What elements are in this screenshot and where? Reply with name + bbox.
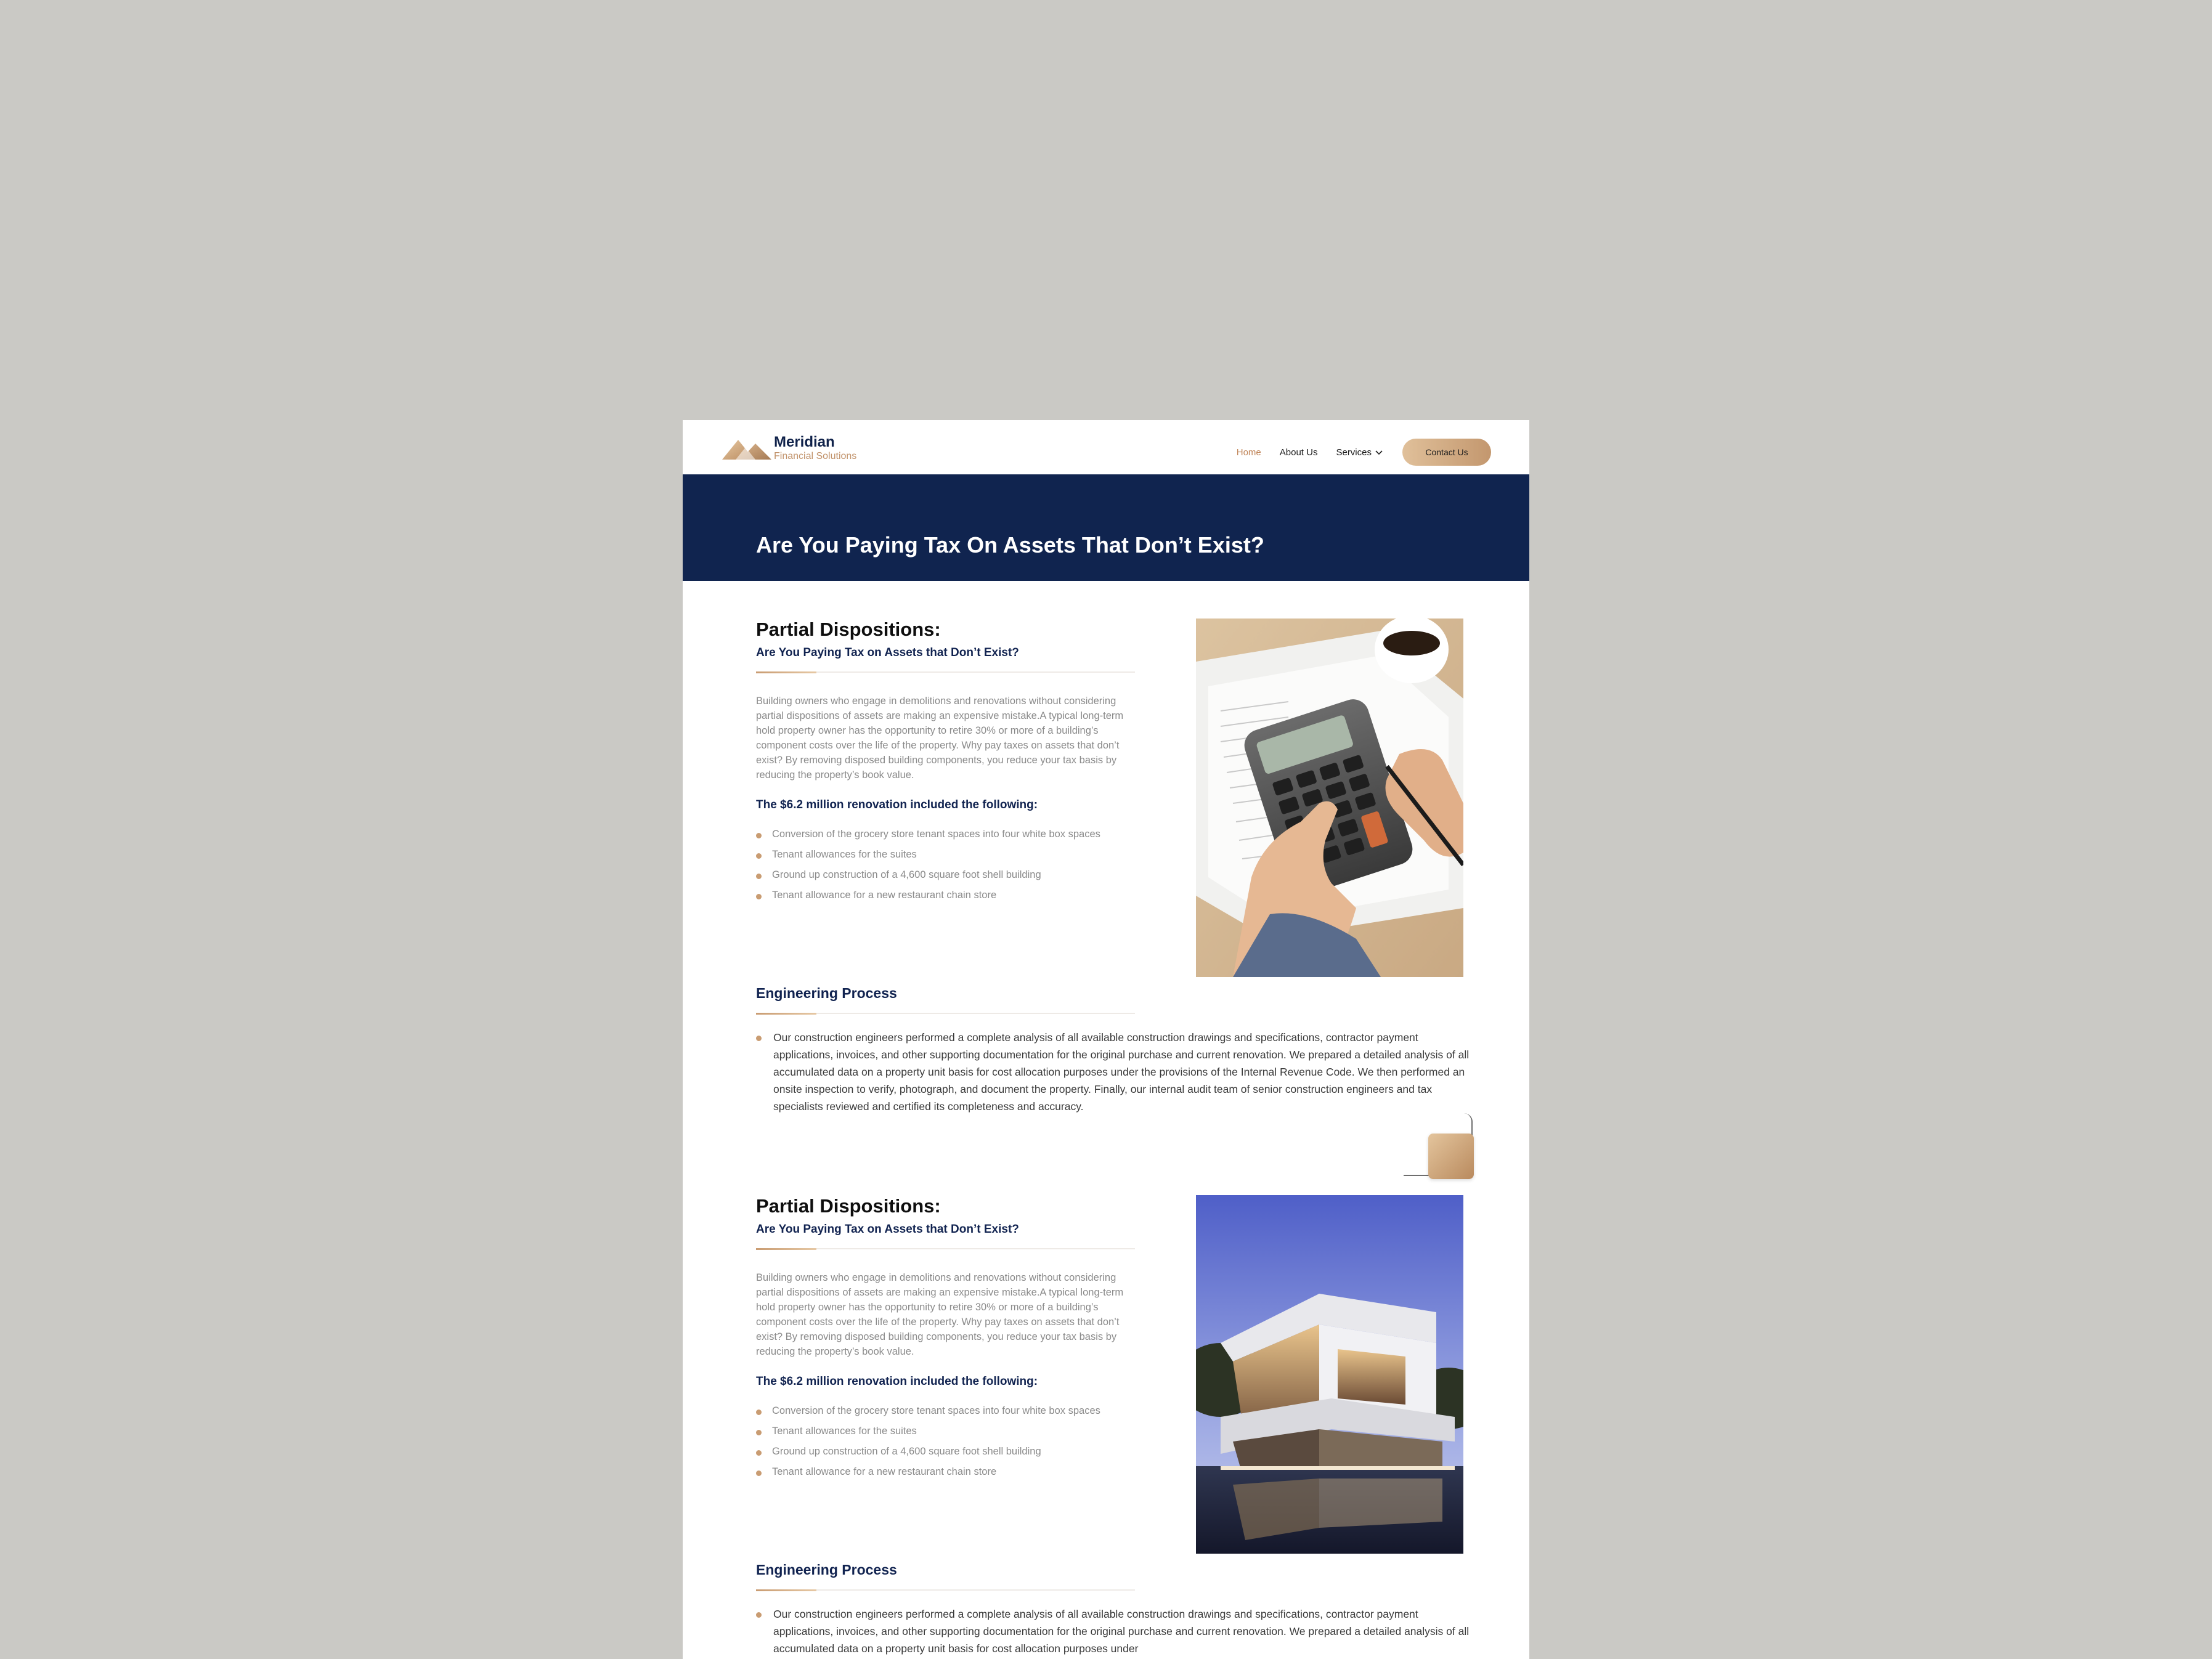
house-image — [1196, 1195, 1463, 1554]
list-item: Ground up construction of a 4,600 square foot shell building — [756, 868, 1116, 882]
divider — [756, 671, 1135, 673]
hero-banner — [683, 474, 1529, 581]
site-header — [683, 420, 1529, 474]
renovation-list — [756, 827, 1116, 902]
logo-mountain-icon — [722, 436, 773, 461]
bullet-dot-icon — [756, 1470, 762, 1476]
logo-title: Meridian — [774, 434, 835, 450]
bullet-dot-icon — [756, 1410, 762, 1415]
chevron-down-icon[interactable] — [1375, 450, 1383, 455]
list-item: Conversion of the grocery store tenant spaces into four white box spaces — [756, 1404, 1116, 1418]
divider — [756, 1013, 1135, 1014]
website-mockup — [683, 420, 1529, 1659]
list-item: Ground up construction of a 4,600 square foot shell building — [756, 1445, 1116, 1458]
bullet-dot-icon — [756, 1036, 762, 1041]
hero-title: Are You Paying Tax On Assets That Don’t Exist? — [756, 532, 1264, 558]
list-item: Tenant allowance for a new restaurant chain store — [756, 888, 1116, 902]
engineering-title: Engineering Process — [756, 1562, 897, 1578]
list-item: Conversion of the grocery store tenant spaces into four white box spaces — [756, 827, 1116, 841]
list-item: Tenant allowance for a new restaurant chain store — [756, 1465, 1116, 1478]
engineering-title: Engineering Process — [756, 985, 897, 1001]
bullet-dot-icon — [756, 853, 762, 859]
bullet-dot-icon — [756, 833, 762, 838]
engineering-item — [756, 1029, 1476, 1115]
renovation-list — [756, 1404, 1116, 1478]
section-title: Partial Dispositions: — [756, 619, 941, 640]
bullet-dot-icon — [756, 1430, 762, 1435]
logo-tagline: Financial Solutions — [774, 451, 857, 461]
nav-services[interactable] — [1336, 447, 1383, 459]
list-item: Tenant allowances for the suites — [756, 848, 1116, 861]
logo[interactable] — [722, 436, 856, 462]
engineering-text: Our construction engineers performed a complete analysis of all available construction drawings and specifications, contractor payment applications, invoices, and other supporting documentation for the original purchase and current renovation. We prepared a detailed analysis of all accumulated data on a property unit basis for cost allocation purposes under — [773, 1608, 1470, 1655]
section-text-column — [756, 619, 1141, 909]
bullet-dot-icon — [756, 894, 762, 899]
section-paragraph: Building owners who engage in demolitions and renovations without considering partial dispositions of assets are making an expensive mistake.A typical long-term hold property owner has the opportunity to retire 30% or more of a building’s component costs over the life of the property. Why pay taxes on assets that don’t exist? By removing disposed building components, you reduce your tax basis by reducing the property’s book value. — [756, 696, 1124, 781]
decorative-gold-square — [1428, 1134, 1474, 1179]
bullet-dot-icon — [756, 1450, 762, 1456]
calculator-photo — [1196, 619, 1463, 977]
section-title: Partial Dispositions: — [756, 1195, 941, 1217]
modern-house-photo — [1196, 1195, 1463, 1554]
bullet-dot-icon — [756, 874, 762, 879]
nav-home[interactable]: Home — [1236, 447, 1261, 458]
section-subtitle: Are You Paying Tax on Assets that Don’t Exist? — [756, 646, 1019, 659]
section-text-column — [756, 1195, 1141, 1485]
divider — [756, 1248, 1135, 1249]
nav-services-label[interactable]: Services — [1336, 447, 1372, 458]
engineering-text: Our construction engineers performed a complete analysis of all available construction drawings and specifications, contractor payment applications, invoices, and other supporting documentation for the original purchase and current renovation. We prepared a detailed analysis of all accumulated data on a property unit basis for cost allocation purposes under the provisions of the Internal Revenue Code. We then performed an onsite inspection to verify, photograph, and document the property. Finally, our internal audit team of senior construction engineers and tax specialists reviewed and certified its completeness and accuracy. — [773, 1031, 1470, 1113]
nav-about-us[interactable]: About Us — [1279, 447, 1318, 458]
list-heading: The $6.2 million renovation included the following: — [756, 1375, 1038, 1388]
main-nav — [1218, 439, 1491, 466]
engineering-item — [756, 1605, 1476, 1657]
section-subtitle: Are You Paying Tax on Assets that Don’t Exist? — [756, 1223, 1019, 1236]
list-heading: The $6.2 million renovation included the following: — [756, 798, 1038, 811]
calculator-image — [1196, 619, 1463, 977]
divider — [756, 1589, 1135, 1591]
list-item: Tenant allowances for the suites — [756, 1424, 1116, 1438]
section-paragraph: Building owners who engage in demolitions and renovations without considering partial dispositions of assets are making an expensive mistake.A typical long-term hold property owner has the opportunity to retire 30% or more of a building’s component costs over the life of the property. Why pay taxes on assets that don’t exist? By removing disposed building components, you reduce your tax basis by reducing the property’s book value. — [756, 1272, 1124, 1357]
bullet-dot-icon — [756, 1612, 762, 1618]
contact-us-button[interactable]: Contact Us — [1402, 439, 1491, 466]
